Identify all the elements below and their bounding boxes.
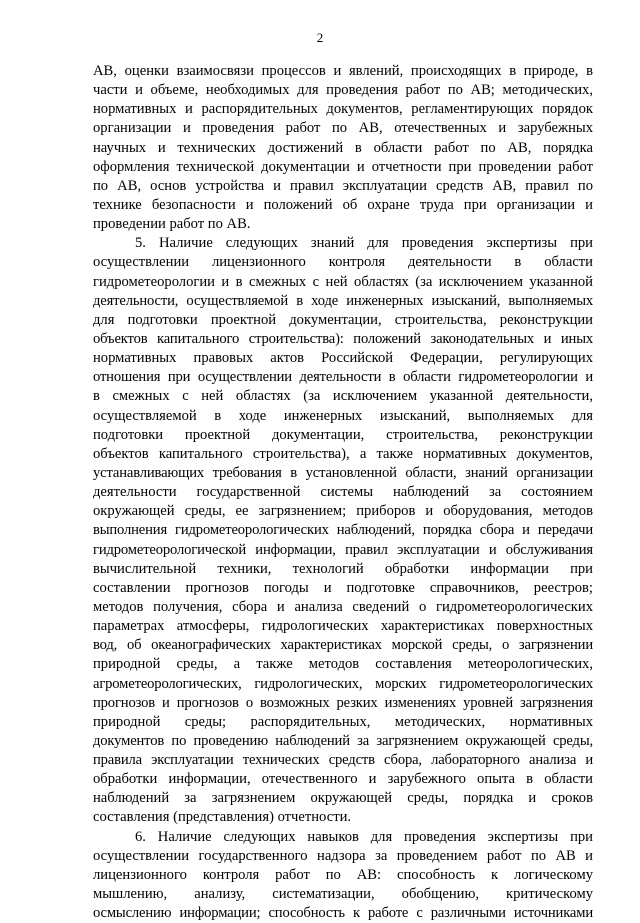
text-line: подготовки проектной документации, строительства, реконструкции xyxy=(93,426,593,443)
text-line: правила эксплуатации технических средств сбора, лабораторного анализа и xyxy=(93,752,593,769)
text-line: нормативных правовых актов Российской Федерации, регулирующих xyxy=(93,350,593,367)
text-line: отношения при осуществлении деятельности в области гидрометеорологии и xyxy=(93,369,593,386)
text-line: составления (представления) отчетности. xyxy=(93,809,352,826)
text-line: гидрометеорологии и в смежных с ней областях (за исключением указанной xyxy=(93,273,593,290)
text-line: природной среды; распорядительных, методических, нормативных xyxy=(93,713,593,730)
text-line: выполнения гидрометеорологических наблюдений, порядка сбора и передачи xyxy=(93,522,593,539)
text-line: природной среды, а также методов составления метеорологических, xyxy=(93,656,593,673)
text-line: осуществляемой в ходе инженерных изысканий, выполняемых для xyxy=(93,407,593,424)
text-line: обработки информации, отечественного и зарубежного опыта в области xyxy=(93,771,593,788)
text-line: нормативных и распорядительных документов, регламентирующих порядок xyxy=(93,101,593,118)
text-line: вод, об океанографических характеристиках морской среды, о загрязнении xyxy=(93,637,593,654)
text-line: лицензионного контроля работ по АВ: способность к логическому xyxy=(93,866,593,883)
text-line: наблюдений за загрязнением окружающей среды, порядка и сроков xyxy=(93,790,593,807)
text-line: АВ, оценки взаимосвязи процессов и явлений, происходящих в природе, в xyxy=(93,63,593,79)
paragraph-6-first-line: 6. Наличие следующих навыков для проведения экспертизы при xyxy=(135,828,593,845)
text-line: устанавливающих требования в установленной области, знаний организации xyxy=(93,464,593,481)
text-line: части и объеме, необходимых для проведения работ по АВ; методических, xyxy=(93,82,593,99)
text-line: технике безопасности и положений об охране труда при организации и xyxy=(93,196,593,213)
text-line: деятельности, осуществляемой в ходе инженерных изысканий, выполняемых xyxy=(93,292,593,309)
paragraph-5-first-line: 5. Наличие следующих знаний для проведения экспертизы при xyxy=(135,235,593,252)
text-line: агрометеорологических, гидрологических, морских гидрометеорологических xyxy=(93,675,593,692)
text-line: объектов капитального строительства), а также нормативных документов, xyxy=(93,445,593,462)
text-line: проведении работ по АВ. xyxy=(93,216,251,233)
text-line: осмыслению информации; способность к работе с различными источниками xyxy=(93,905,593,922)
text-line: деятельности государственной системы наблюдений за состоянием xyxy=(93,484,593,501)
text-line: оформления технической документации и отчетности при проведении работ xyxy=(93,158,593,175)
text-line: вычислительной техники, технологий обработки информации при xyxy=(93,560,593,577)
text-line: осуществлении государственного надзора за проведением работ по АВ и xyxy=(93,847,593,864)
body-text xyxy=(93,62,593,923)
text-line: методов получения, сбора и анализа сведений о гидрометеорологических xyxy=(93,598,593,615)
text-line: в смежных с ней областях (за исключением указанной деятельности, xyxy=(93,388,593,405)
text-line: документов по проведению наблюдений за загрязнением окружающей среды, xyxy=(93,732,593,749)
text-line: осуществлении лицензионного контроля деятельности в области xyxy=(93,254,593,271)
text-line: гидрометеорологической информации, правил эксплуатации и обслуживания xyxy=(93,541,593,558)
text-line: организации и проведения работ по АВ, отечественных и зарубежных xyxy=(93,120,593,137)
text-line: научных и технических достижений в области работ по АВ, порядка xyxy=(93,139,593,156)
text-line: объектов капитального строительства): положений законодательных и иных xyxy=(93,330,593,347)
text-line: прогнозов и прогнозов о возможных резких изменениях уровней загрязнения xyxy=(93,694,593,711)
text-line: параметрах атмосферы, гидрологических характеристиках поверхностных xyxy=(93,618,593,635)
text-line: по АВ, основ устройства и правил эксплуатации средств АВ, правил по xyxy=(93,177,593,194)
text-line: окружающей среды, ее загрязнением; приборов и оборудования, методов xyxy=(93,503,593,520)
text-line: мышлению, анализу, систематизации, обобщению, критическому xyxy=(93,886,593,903)
page-number: 2 xyxy=(316,30,324,45)
text-line: для подготовки проектной документации, строительства, реконструкции xyxy=(93,311,593,328)
text-line: составлении прогнозов погоды и подготовке справочников, реестров; xyxy=(93,579,593,596)
